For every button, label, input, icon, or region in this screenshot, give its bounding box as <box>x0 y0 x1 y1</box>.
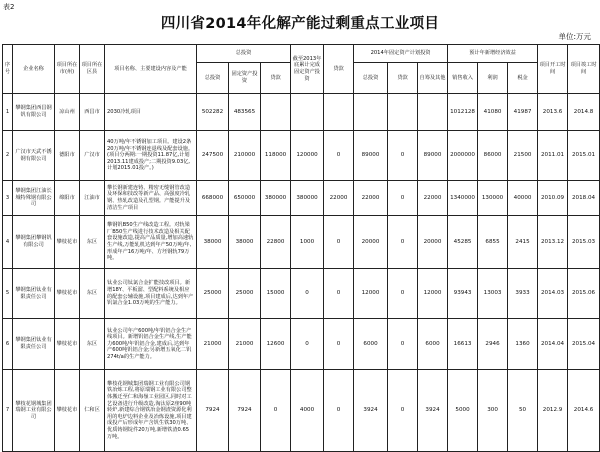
cell-company: 广汉市天武不锈钢有限公司 <box>13 131 55 181</box>
cell-plan-self: 22000 <box>418 181 448 216</box>
cell-end: 2015.06 <box>568 269 600 319</box>
cell-tax: 50 <box>508 370 538 452</box>
cell-end: 2015.03 <box>568 216 600 269</box>
projects-table <box>2 44 600 452</box>
cell-plan-self: 3924 <box>418 370 448 452</box>
table-row <box>3 94 600 131</box>
cell-content: 钛业公司年产600吨/年钒铝合金生产线项目。新增钒铝合金生产线,生产能力600吨/年钒铝合金,建成后,达到年产600吨钒铝合金;另新增五氧化二钒274t/a的生产能力。 <box>105 319 197 370</box>
cell-loan: 118000 <box>261 131 291 181</box>
cell-company: 攀钢集团攀钢钒有限公司 <box>13 216 55 269</box>
cell-county: 东区 <box>80 269 105 319</box>
cell-total: 25000 <box>197 269 229 319</box>
table-row <box>3 181 600 216</box>
header-tax: 税金 <box>508 63 538 94</box>
cell-seq: 1 <box>3 94 13 131</box>
cell-total: 7924 <box>197 370 229 452</box>
header-plan-loan: 贷款 <box>388 63 418 94</box>
cell-profit: 41080 <box>478 94 508 131</box>
cell-completed-loan: 0 <box>324 319 354 370</box>
header-content: 项目名称、主要建设内容及产能 <box>105 45 197 94</box>
header-plan-self: 自筹及其他 <box>418 63 448 94</box>
cell-company: 攀钢集团钛业有限责任公司 <box>13 269 55 319</box>
cell-seq: 6 <box>3 319 13 370</box>
cell-loan: 0 <box>261 370 291 452</box>
cell-total: 38000 <box>197 216 229 269</box>
table-row <box>3 131 600 181</box>
header-fixed-invest: 固定资产投资 <box>229 63 261 94</box>
cell-county: 西昌市 <box>80 94 105 131</box>
cell-plan-loan: 0 <box>388 319 418 370</box>
cell-plan-total: 22000 <box>354 181 388 216</box>
cell-fixed: 650000 <box>229 181 261 216</box>
cell-completed: 120000 <box>291 131 324 181</box>
cell-revenue: 5000 <box>448 370 478 452</box>
table-label: 表2 <box>3 3 15 11</box>
cell-city: 攀枝花市 <box>55 370 80 452</box>
cell-tax: 41987 <box>508 94 538 131</box>
cell-fixed: 483565 <box>229 94 261 131</box>
cell-content: 2030冷轧项目 <box>105 94 197 131</box>
cell-total: 247500 <box>197 131 229 181</box>
cell-loan: 12600 <box>261 319 291 370</box>
cell-revenue: 45285 <box>448 216 478 269</box>
header-benefit-group: 预计年新增经济效益 <box>448 45 538 63</box>
cell-plan-self: 12000 <box>418 269 448 319</box>
cell-start: 2011.01 <box>538 131 568 181</box>
header-city: 项目所在市(州) <box>55 45 80 94</box>
header-completed-loan: 贷款 <box>324 45 354 94</box>
cell-revenue: 2000000 <box>448 131 478 181</box>
cell-plan-total: 20000 <box>354 216 388 269</box>
cell-content: 攀枝花钢城集团瑞钢工业有限公司钢铁冶炼工程,将原瑞钢工业有限公司整体搬迁至仁和海嶺工业园区,同时对工艺设备进行升级改造,淘汰原2座90吨转炉,新建综合钢铁冶金钢渣资源化利用的电炉边料企业及冶炼设施,项目建成投产后形成年产含钒生铁30万吨、优质铸钢锭件20万吨,新增铁渣0.65万吨。 <box>105 370 197 452</box>
cell-tax: 40000 <box>508 181 538 216</box>
cell-county: 江油市 <box>80 181 105 216</box>
cell-plan-total <box>354 94 388 131</box>
cell-plan-self: 6000 <box>418 319 448 370</box>
header-start: 项目开工时间 <box>538 45 568 94</box>
cell-completed: 380000 <box>291 181 324 216</box>
cell-company: 攀钢集团西昌钢钒有限公司 <box>13 94 55 131</box>
table-row <box>3 269 600 319</box>
cell-seq: 2 <box>3 131 13 181</box>
cell-completed: 0 <box>291 319 324 370</box>
table-row <box>3 319 600 370</box>
cell-city: 绵阳市 <box>55 181 80 216</box>
cell-profit: 6855 <box>478 216 508 269</box>
cell-plan-loan: 0 <box>388 216 418 269</box>
header-plan-group: 2014年固定资产计划投资 <box>354 45 448 63</box>
cell-content: 攀钢钒B50生产线改造工程。对轨梁厂B50生产线进行技术改造及相关配套设施改造,提高产品质量,增加高速轨生产线,万能轧机达到年产50万吨/年,形成年产16万吨/年、方坯钢轨79万吨。 <box>105 216 197 269</box>
cell-total: 21000 <box>197 319 229 370</box>
cell-plan-total: 12000 <box>354 269 388 319</box>
header-seq: 序号 <box>3 45 13 94</box>
cell-tax: 21500 <box>508 131 538 181</box>
cell-completed-loan <box>324 94 354 131</box>
cell-plan-loan: 0 <box>388 269 418 319</box>
cell-profit: 13003 <box>478 269 508 319</box>
cell-start: 2013.12 <box>538 216 568 269</box>
cell-county: 东区 <box>80 319 105 370</box>
cell-plan-loan: 0 <box>388 131 418 181</box>
header-county: 项目所在区县 <box>80 45 105 94</box>
cell-fixed: 21000 <box>229 319 261 370</box>
cell-start: 2013.6 <box>538 94 568 131</box>
cell-fixed: 38000 <box>229 216 261 269</box>
cell-start: 2014.04 <box>538 319 568 370</box>
cell-profit: 300 <box>478 370 508 452</box>
cell-county: 广汉市 <box>80 131 105 181</box>
cell-loan <box>261 94 291 131</box>
cell-seq: 7 <box>3 370 13 452</box>
cell-end: 2018.04 <box>568 181 600 216</box>
cell-loan: 380000 <box>261 181 291 216</box>
header-total-invest-group: 总投资 <box>197 45 291 63</box>
cell-city: 攀枝花市 <box>55 269 80 319</box>
cell-completed-loan: 0 <box>324 370 354 452</box>
table-row <box>3 216 600 269</box>
header-profit: 利润 <box>478 63 508 94</box>
cell-start: 2010.09 <box>538 181 568 216</box>
header-plan-total: 总投资 <box>354 63 388 94</box>
cell-fixed: 25000 <box>229 269 261 319</box>
table-row <box>3 370 600 452</box>
cell-plan-loan: 0 <box>388 370 418 452</box>
cell-end: 2014.6 <box>568 370 600 452</box>
cell-plan-loan <box>388 94 418 131</box>
cell-fixed: 210000 <box>229 131 261 181</box>
header-loan: 贷款 <box>261 63 291 94</box>
cell-total: 502282 <box>197 94 229 131</box>
cell-profit: 130000 <box>478 181 508 216</box>
header-end: 项目竣工时间 <box>568 45 600 94</box>
cell-end: 2014.8 <box>568 94 600 131</box>
cell-city: 攀枝花市 <box>55 216 80 269</box>
cell-city: 德阳市 <box>55 131 80 181</box>
cell-fixed: 7924 <box>229 370 261 452</box>
cell-company: 攀钢集团江油长城特殊钢有限公司 <box>13 181 55 216</box>
cell-completed-loan: 0 <box>324 131 354 181</box>
header-company: 企业名称 <box>13 45 55 94</box>
cell-completed <box>291 94 324 131</box>
cell-completed-loan: 22000 <box>324 181 354 216</box>
cell-completed: 0 <box>291 269 324 319</box>
cell-plan-self: 89000 <box>418 131 448 181</box>
cell-revenue: 1012128 <box>448 94 478 131</box>
cell-company: 攀钢集团钛业有限责任公司 <box>13 319 55 370</box>
cell-start: 2014.03 <box>538 269 568 319</box>
cell-tax: 3933 <box>508 269 538 319</box>
cell-end: 2015.04 <box>568 319 600 370</box>
cell-content: 40万吨/年不锈钢加工项目。建设2条20万吨/年不锈钢连退线及配套设施。(项目分两期:一期投资11.87亿,计划2013.11建成投产;二期投资9.03亿,计划2015.01投产。) <box>105 131 197 181</box>
unit-label: 单位:万元 <box>558 32 591 41</box>
cell-profit: 2946 <box>478 319 508 370</box>
cell-city: 攀枝花市 <box>55 319 80 370</box>
cell-content: 钛业公司钛氯合金扩能技改项目。新增18Y、平板溜、型配料系统及相应的配套公辅设施,项目建成后,达到年产钒氯合金1.03万吨的生产能力。 <box>105 269 197 319</box>
cell-plan-total: 89000 <box>354 131 388 181</box>
cell-total: 668000 <box>197 181 229 216</box>
cell-completed-loan: 0 <box>324 216 354 269</box>
cell-county: 仁和区 <box>80 370 105 452</box>
cell-revenue: 1340000 <box>448 181 478 216</box>
cell-start: 2012.9 <box>538 370 568 452</box>
cell-completed-loan: 0 <box>324 269 354 319</box>
cell-company: 攀枝花钢城集团瑞钢工业有限公司 <box>13 370 55 452</box>
cell-loan: 15000 <box>261 269 291 319</box>
header-total-invest: 总投资 <box>197 63 229 94</box>
cell-content: 攀长钢新建连铸、精密无缝钢管改造及环保和技改等新产品、高强度冷轧钢、热轧改造及孔型钢。产能提升及清洁生产项目 <box>105 181 197 216</box>
cell-plan-self: 20000 <box>418 216 448 269</box>
cell-plan-loan: 0 <box>388 181 418 216</box>
cell-seq: 4 <box>3 216 13 269</box>
header-revenue: 销售收入 <box>448 63 478 94</box>
cell-tax: 2415 <box>508 216 538 269</box>
cell-seq: 5 <box>3 269 13 319</box>
cell-plan-total: 6000 <box>354 319 388 370</box>
cell-county: 东区 <box>80 216 105 269</box>
cell-profit: 86000 <box>478 131 508 181</box>
cell-end: 2015.01 <box>568 131 600 181</box>
cell-completed: 4000 <box>291 370 324 452</box>
header-completed: 截至2013年底累计完成固定资产投资 <box>291 45 324 94</box>
cell-plan-total: 3924 <box>354 370 388 452</box>
page-title: 四川省2014年化解产能过剩重点工业项目 <box>160 16 440 32</box>
cell-tax: 1360 <box>508 319 538 370</box>
cell-plan-self <box>418 94 448 131</box>
cell-completed: 1000 <box>291 216 324 269</box>
cell-seq: 3 <box>3 181 13 216</box>
cell-revenue: 16613 <box>448 319 478 370</box>
cell-loan: 22800 <box>261 216 291 269</box>
cell-revenue: 93943 <box>448 269 478 319</box>
cell-city: 凉山州 <box>55 94 80 131</box>
